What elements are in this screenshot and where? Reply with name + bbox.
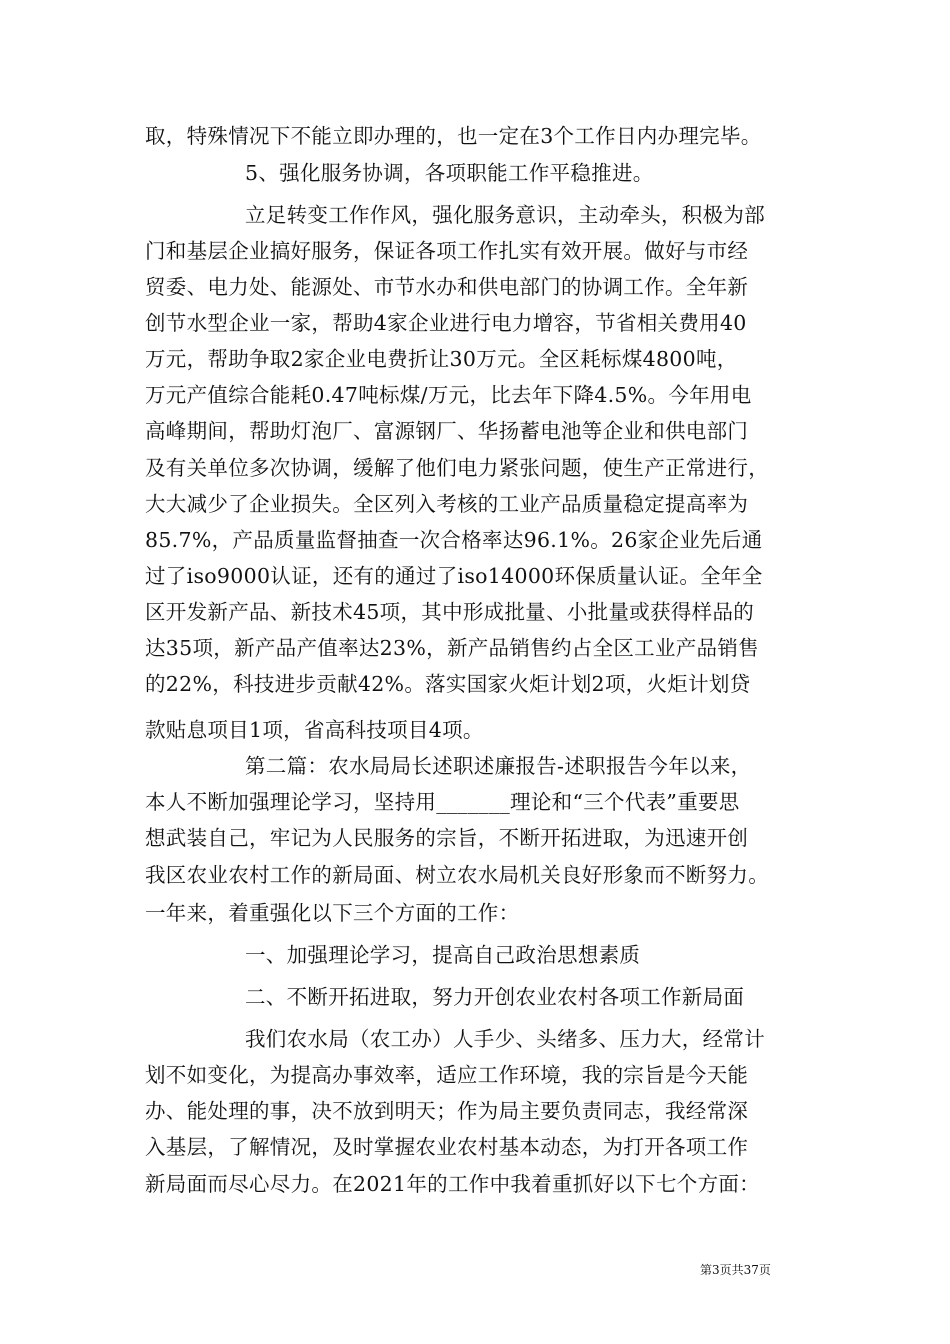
text-line-8: 万元产值综合能耗0.47吨标煤/万元，比去年下降4.5%。今年用电: [145, 383, 752, 407]
text-line-15: 达35项，新产品产值率达23%，新产品销售约占全区工业产品销售: [145, 636, 759, 660]
text-line-2: 5、强化服务协调，各项职能工作平稳推进。: [245, 161, 654, 185]
text-line-1: 取，特殊情况下不能立即办理的，也一定在3个工作日内办理完毕。: [145, 124, 762, 148]
text-line-4: 门和基层企业搞好服务，保证各项工作扎实有效开展。做好与市经: [145, 239, 749, 263]
text-line-9: 高峰期间，帮助灯泡厂、富源钢厂、华扬蓄电池等企业和供电部门: [145, 419, 749, 443]
page-number-footer: 第3页共37页: [700, 1263, 771, 1277]
text-line-14: 区开发新产品、新技术45项，其中形成批量、小批量或获得样品的: [145, 600, 755, 624]
text-line-28: 入基层，了解情况，及时掌握农业农村基本动态，为打开各项工作: [145, 1135, 749, 1159]
text-line-12: 85.7%，产品质量监督抽查一次合格率达96.1%。26家企业先后通: [145, 528, 763, 552]
text-line-7: 万元，帮助争取2家企业电费折让30万元。全区耗标煤4800吨，: [145, 347, 738, 371]
text-line-5: 贸委、电力处、能源处、市节水办和供电部门的协调工作。全年新: [145, 275, 749, 299]
text-line-13: 过了iso9000认证，还有的通过了iso14000环保质量认证。全年全: [145, 564, 763, 588]
text-line-6: 创节水型企业一家，帮助4家企业进行电力增容，节省相关费用40: [145, 311, 747, 335]
text-line-25: 我们农水局（农工办）人手少、头绪多、压力大，经常计: [245, 1027, 765, 1051]
text-line-3: 立足转变工作作风，强化服务意识，主动牵头，积极为部: [245, 203, 765, 227]
text-line-19: 本人不断加强理论学习，坚持用_______理论和“三个代表”重要思: [145, 790, 740, 814]
text-line-11: 大大减少了企业损失。全区列入考核的工业产品质量稳定提高率为: [145, 492, 749, 516]
text-line-16: 的22%，科技进步贡献42%。落实国家火炬计划2项，火炬计划贷: [145, 672, 751, 696]
text-line-29: 新局面而尽心尽力。在2021年的工作中我着重抓好以下七个方面：: [145, 1172, 760, 1196]
text-line-20: 想武装自己，牢记为人民服务的宗旨，不断开拓进取，为迅速开创: [145, 826, 749, 850]
subheading-2: 二、不断开拓进取，努力开创农业农村各项工作新局面: [245, 985, 745, 1009]
section-heading: 第二篇：农水局局长述职述廉报告-述职报告今年以来，: [245, 754, 752, 778]
text-line-21: 我区农业农村工作的新局面、树立农水局机关良好形象而不断努力。: [145, 863, 769, 887]
text-line-27: 办、能处理的事，决不放到明天；作为局主要负责同志，我经常深: [145, 1099, 749, 1123]
text-line-22: 一年来，着重强化以下三个方面的工作：: [145, 901, 520, 925]
text-line-17: 款贴息项目1项，省高科技项目4项。: [145, 718, 484, 742]
text-line-26: 划不如变化，为提高办事效率，适应工作环境，我的宗旨是今天能: [145, 1063, 749, 1087]
text-line-10: 及有关单位多次协调，缓解了他们电力紧张问题，使生产正常进行，: [145, 456, 769, 480]
subheading-1: 一、加强理论学习，提高自己政治思想素质: [245, 943, 641, 967]
